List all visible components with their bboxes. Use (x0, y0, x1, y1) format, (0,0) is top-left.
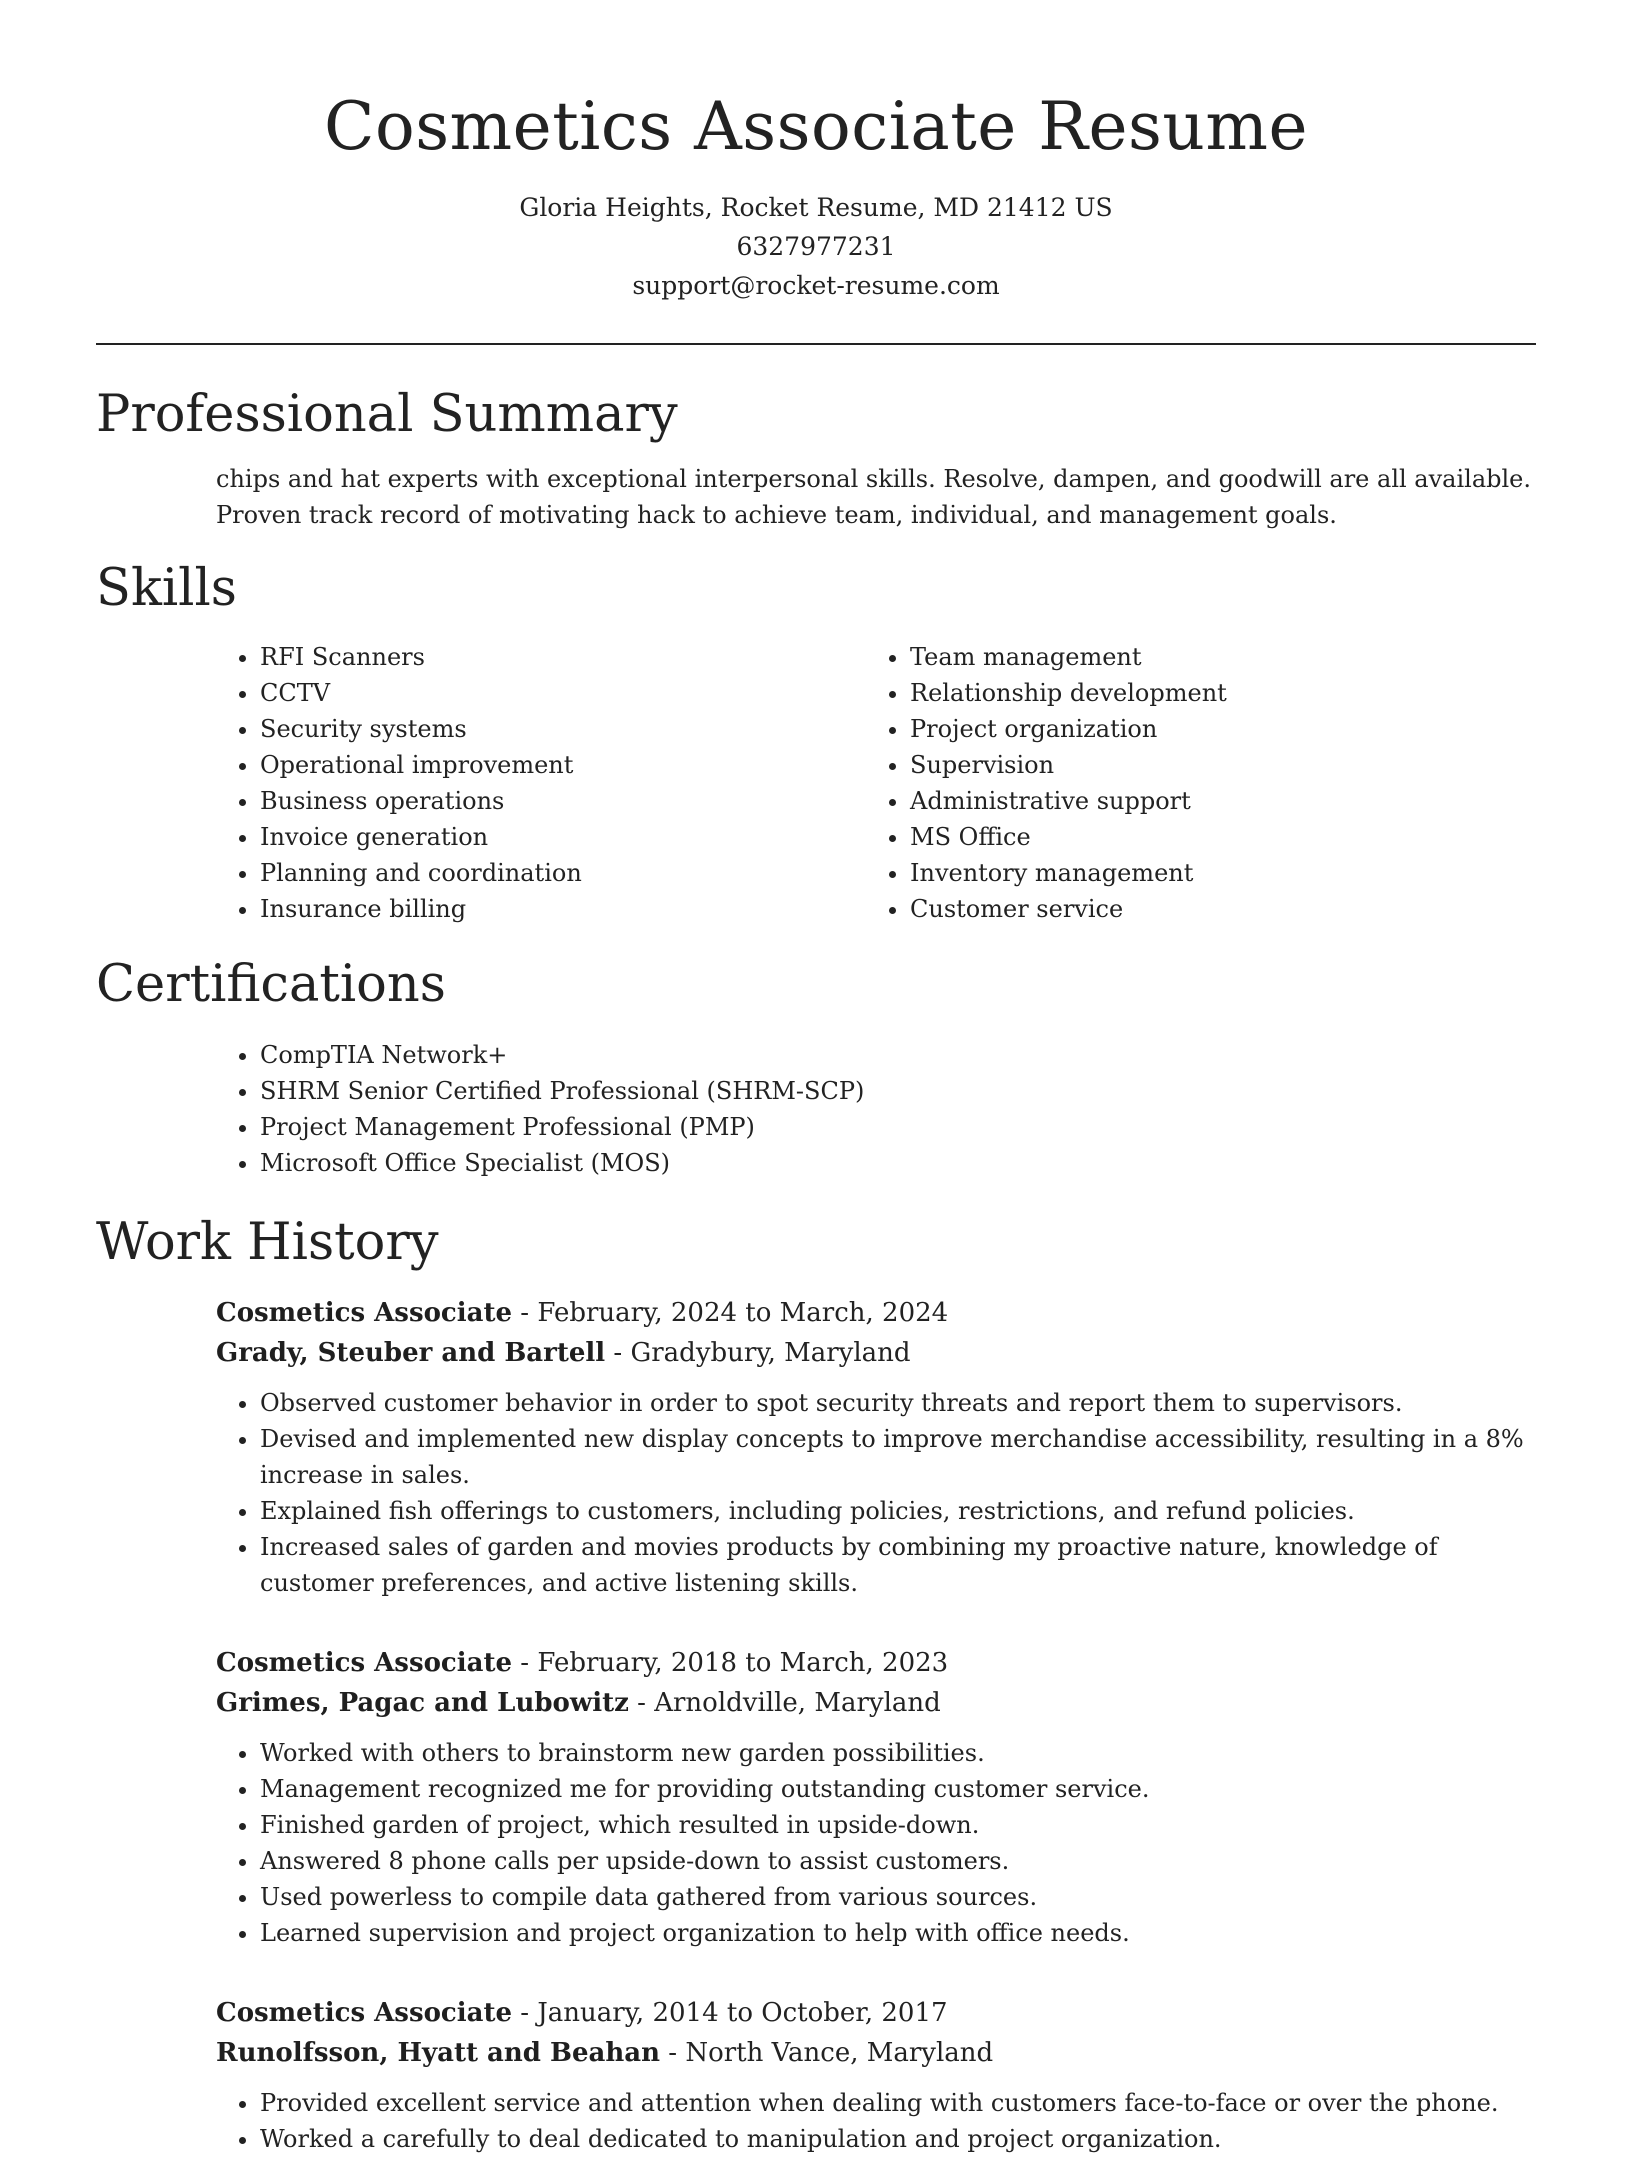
job-title: Cosmetics Associate (216, 1648, 513, 1678)
job-duty: • Increased sales of garden and movies products by combining my proactive nature, knowledge of customer preferences, and active listening skills. (260, 1529, 1536, 1601)
job-duties (216, 1385, 1536, 1601)
skills-heading: Skills (96, 559, 237, 618)
job-duty: • Finished garden of project, which resulted in upside-down. (260, 1807, 1536, 1843)
job-company: Grimes, Pagac and Lubowitz (216, 1688, 629, 1718)
skills-column-right (866, 639, 1516, 927)
contact-block (96, 188, 1536, 305)
skill-item: • Administrative support (910, 783, 1516, 819)
skill-item: • Supervision (910, 747, 1516, 783)
summary-text: chips and hat experts with exceptional interpersonal skills. Resolve, dampen, and goodwill are all available. Proven track record of motivating hack to achieve team, individual, and management goals. (216, 465, 1532, 529)
job-duty: • Worked with others to brainstorm new garden possibilities. (260, 1735, 1536, 1771)
address: Gloria Heights, Rocket Resume, MD 21412 US (519, 193, 1113, 222)
job-dates: - February, 2024 to March, 2024 (512, 1298, 949, 1328)
certification-item: • Project Management Professional (PMP) (260, 1109, 1536, 1145)
page-title: Cosmetics Associate Resume (323, 88, 1309, 165)
skill-item: • MS Office (910, 819, 1516, 855)
job-duty: • Management recognized me for providing outstanding customer service. (260, 1771, 1536, 1807)
job-duty: • Used powerless to compile data gathered from various sources. (260, 1879, 1536, 1915)
job-duty: • Observed customer behavior in order to spot security threats and report them to supervisors. (260, 1385, 1536, 1421)
job-entry (216, 1293, 1536, 1601)
certification-item: • Microsoft Office Specialist (MOS) (260, 1145, 1536, 1181)
job-company-line (216, 1683, 1536, 1723)
job-company: Grady, Steuber and Bartell (216, 1338, 606, 1368)
job-duties (216, 2085, 1536, 2157)
job-title-line (216, 1993, 1536, 2033)
job-duty: • Provided excellent service and attention when dealing with customers face-to-face or over the phone. (260, 2085, 1536, 2121)
skills-list (216, 639, 1536, 927)
email: support@rocket-resume.com (632, 271, 1000, 300)
skill-item: • CCTV (260, 675, 866, 711)
skill-item: • Inventory management (910, 855, 1516, 891)
job-title-line (216, 1643, 1536, 1683)
job-company: Runolfsson, Hyatt and Beahan (216, 2038, 661, 2068)
skill-item: • Relationship development (910, 675, 1516, 711)
certifications-list (216, 1037, 1536, 1181)
skill-item: • Insurance billing (260, 891, 866, 927)
job-duty: • Answered 8 phone calls per upside-down to assist customers. (260, 1843, 1536, 1879)
job-location: - Arnoldville, Maryland (628, 1688, 941, 1718)
skill-item: • Operational improvement (260, 747, 866, 783)
skill-item: • Planning and coordination (260, 855, 866, 891)
skill-item: • Customer service (910, 891, 1516, 927)
resume-page (96, 0, 1536, 2157)
job-title-line (216, 1293, 1536, 1333)
work-history-heading: Work History (96, 1213, 439, 1272)
job-location: - North Vance, Maryland (660, 2038, 994, 2068)
job-location: - Gradybury, Maryland (605, 1338, 911, 1368)
certification-item: • CompTIA Network+ (260, 1037, 1536, 1073)
skill-item: • Security systems (260, 711, 866, 747)
job-entry (216, 1993, 1536, 2157)
job-duties (216, 1735, 1536, 1951)
certifications-heading: Certifications (96, 955, 446, 1014)
skill-item: • Invoice generation (260, 819, 866, 855)
job-dates: - February, 2018 to March, 2023 (512, 1648, 949, 1678)
skill-item: • Project organization (910, 711, 1516, 747)
job-company-line (216, 1333, 1536, 1373)
job-duty: • Devised and implemented new display concepts to improve merchandise accessibility, resulting in a 8% increase in sales. (260, 1421, 1536, 1493)
skill-item: • RFI Scanners (260, 639, 866, 675)
job-company-line (216, 2033, 1536, 2073)
job-duty: • Learned supervision and project organization to help with office needs. (260, 1915, 1536, 1951)
header-divider (96, 343, 1536, 345)
job-title: Cosmetics Associate (216, 1998, 513, 2028)
job-entry (216, 1643, 1536, 1951)
skill-item: • Business operations (260, 783, 866, 819)
skill-item: • Team management (910, 639, 1516, 675)
job-duty: • Worked a carefully to deal dedicated to manipulation and project organization. (260, 2121, 1536, 2157)
certification-item: • SHRM Senior Certified Professional (SHRM-SCP) (260, 1073, 1536, 1109)
skills-column-left (216, 639, 866, 927)
job-duty: • Explained fish offerings to customers, including policies, restrictions, and refund policies. (260, 1493, 1536, 1529)
summary-heading: Professional Summary (96, 385, 678, 444)
phone: 6327977231 (736, 232, 896, 261)
job-title: Cosmetics Associate (216, 1298, 513, 1328)
job-dates: - January, 2014 to October, 2017 (512, 1998, 948, 2028)
